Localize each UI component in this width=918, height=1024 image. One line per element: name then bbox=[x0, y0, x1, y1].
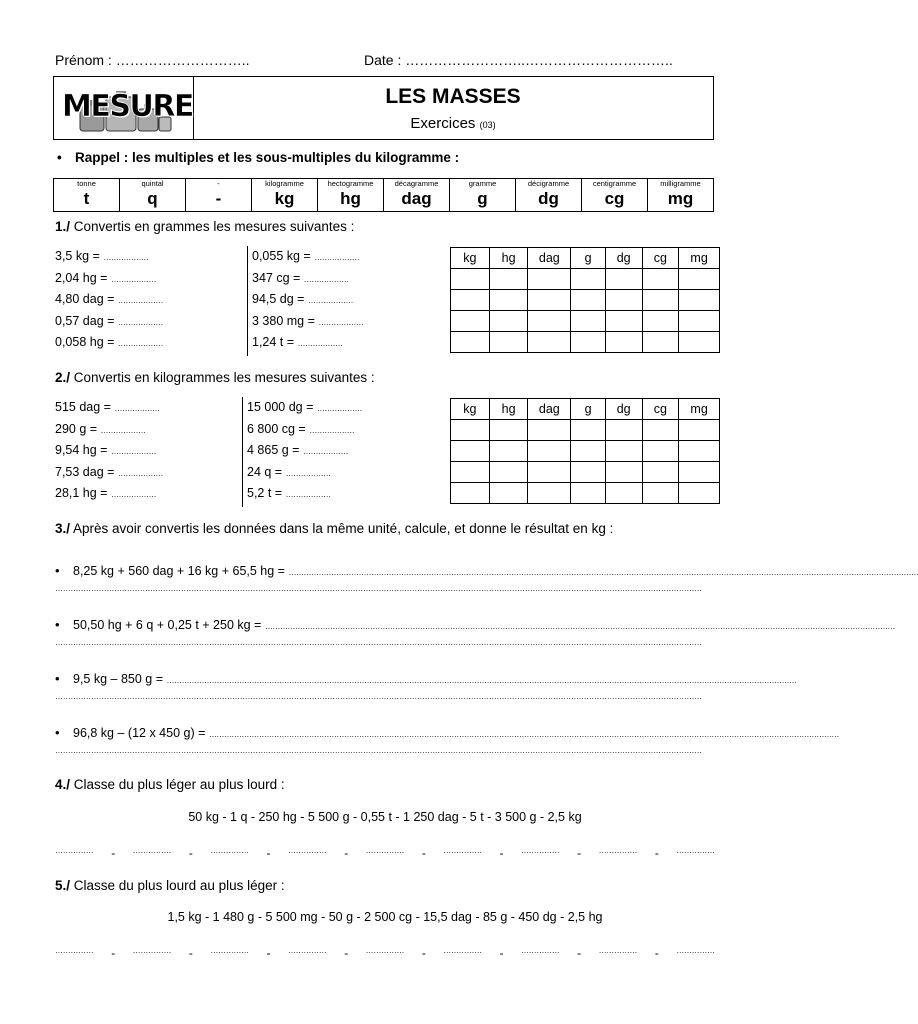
table-cell[interactable] bbox=[679, 290, 720, 311]
answer-dots[interactable]: ……………… bbox=[316, 404, 362, 413]
separator: - bbox=[344, 946, 348, 960]
conversion-label: 28,1 hg = bbox=[55, 486, 111, 500]
ex4-title: 4./ Classe du plus léger au plus lourd : bbox=[55, 777, 285, 792]
answer-dots[interactable]: ……………… bbox=[110, 490, 156, 499]
table-cell[interactable] bbox=[489, 311, 528, 332]
ex5-sequence: 1,5 kg - 1 480 g - 5 500 mg - 50 g - 2 500 cg - 15,5 dag - 85 g - 450 dg - 2,5 hg bbox=[167, 910, 603, 924]
table-cell[interactable] bbox=[642, 311, 679, 332]
table-header-cell: dg bbox=[605, 399, 642, 420]
table-cell[interactable] bbox=[571, 311, 606, 332]
unit-cell bbox=[54, 179, 120, 212]
conversion-label: 4 865 g = bbox=[247, 443, 303, 457]
calc-item bbox=[55, 561, 918, 581]
unit-name: gramme bbox=[468, 179, 497, 188]
ex4-sequence: 50 kg - 1 q - 250 hg - 5 500 g - 0,55 t - 1 250 dag - 5 t - 3 500 g - 2,5 kg bbox=[188, 810, 582, 824]
separator: - bbox=[499, 846, 504, 860]
ex1-title: 1./ Convertis en grammes les mesures suivantes : bbox=[55, 219, 355, 234]
separator: - bbox=[577, 846, 581, 860]
answer-blank[interactable]: …………… bbox=[520, 946, 560, 955]
table-cell[interactable] bbox=[571, 483, 606, 504]
unit-abbr: t bbox=[83, 189, 90, 208]
table-header-cell: hg bbox=[489, 248, 528, 269]
answer-blank[interactable]: …………… bbox=[287, 846, 327, 855]
conversion-label: 5,2 t = bbox=[247, 486, 286, 500]
table-cell[interactable] bbox=[528, 290, 571, 311]
answer-dots[interactable]: ……………… bbox=[303, 274, 349, 284]
answer-dots[interactable]: ……………… bbox=[285, 490, 331, 499]
unit-abbr: - bbox=[215, 189, 222, 208]
table-cell[interactable] bbox=[679, 483, 720, 504]
table-cell[interactable] bbox=[489, 483, 528, 504]
table-header-cell: dag bbox=[528, 399, 571, 420]
ex3-title: 3./ Après avoir convertis les données dans la même unité, calcule, et donne le résultat en kg : bbox=[55, 521, 614, 536]
conversion-label: 515 dag = bbox=[55, 400, 115, 414]
page-title: LES MASSES bbox=[385, 85, 521, 108]
table-header-cell: mg bbox=[679, 399, 720, 420]
unit-abbr: q bbox=[147, 189, 158, 208]
unit-cell bbox=[120, 179, 186, 212]
conversion-item[interactable] bbox=[252, 332, 363, 354]
conversion-item[interactable] bbox=[247, 462, 362, 484]
separator: - bbox=[654, 946, 659, 960]
unit-abbr: dag bbox=[401, 189, 432, 208]
table-header-cell: mg bbox=[679, 248, 720, 269]
table-cell[interactable] bbox=[451, 441, 490, 462]
answer-blank[interactable]: …………… bbox=[676, 946, 715, 955]
unit-cell bbox=[516, 179, 582, 212]
table-cell[interactable] bbox=[642, 462, 679, 483]
table-cell[interactable] bbox=[605, 420, 642, 441]
table-cell[interactable] bbox=[679, 311, 720, 332]
unit-name: milligramme bbox=[660, 179, 701, 188]
conversion-label: 6 800 cg = bbox=[247, 421, 310, 436]
table-cell[interactable] bbox=[571, 420, 606, 441]
table-header-cell: dag bbox=[528, 248, 571, 269]
separator: - bbox=[577, 946, 581, 960]
answer-dots[interactable]: ……………… bbox=[100, 425, 146, 435]
unit-abbr: g bbox=[477, 189, 488, 208]
conversion-item[interactable] bbox=[55, 289, 163, 311]
table-header-cell: cg bbox=[642, 399, 679, 420]
answer-blank[interactable]: …………… bbox=[55, 846, 94, 855]
answer-blank[interactable]: …………… bbox=[598, 946, 638, 955]
table-cell[interactable] bbox=[528, 311, 571, 332]
conversion-item[interactable] bbox=[247, 483, 362, 505]
table-cell[interactable] bbox=[642, 483, 679, 504]
table-row bbox=[451, 462, 720, 483]
table-header-cell: kg bbox=[451, 399, 490, 420]
table-row bbox=[451, 269, 720, 290]
conversion-item[interactable] bbox=[252, 311, 363, 333]
table-cell[interactable] bbox=[451, 332, 490, 353]
rappel-heading: • Rappel : les multiples et les sous-multiples du kilogramme : bbox=[57, 150, 460, 165]
answer-dots[interactable]: ……………… bbox=[285, 468, 331, 478]
table-header-cell: dg bbox=[605, 248, 642, 269]
calc-answer-line[interactable]: ……………………………………………………………………………………………………………………………………………………………………………………………………………………………… bbox=[55, 746, 702, 755]
conversion-item[interactable] bbox=[247, 440, 362, 462]
table-cell[interactable] bbox=[605, 332, 642, 353]
ex1-conversion-table bbox=[450, 247, 720, 353]
table-header-row bbox=[451, 399, 720, 420]
table-cell[interactable] bbox=[528, 483, 571, 504]
conversion-item[interactable] bbox=[252, 246, 363, 268]
ex4-answer-line[interactable] bbox=[55, 846, 715, 860]
table-cell[interactable] bbox=[451, 269, 490, 290]
table-cell[interactable] bbox=[489, 290, 528, 311]
unit-name: - bbox=[217, 179, 220, 188]
answer-dots[interactable]: ……………… bbox=[297, 339, 343, 348]
unit-cell bbox=[582, 179, 648, 212]
answer-dots[interactable]: ……………… bbox=[117, 296, 163, 305]
date-field[interactable]: Date : ……………………..………………………….. bbox=[364, 52, 673, 68]
table-cell[interactable] bbox=[451, 483, 490, 504]
answer-dots[interactable]: ……………… bbox=[309, 425, 355, 435]
table-row bbox=[451, 311, 720, 332]
answer-blank[interactable]: …………… bbox=[210, 846, 249, 855]
ex2-title: 2./ Convertis en kilogrammes les mesures suivantes : bbox=[55, 370, 375, 385]
conversion-label: 94,5 dg = bbox=[252, 292, 308, 306]
separator: - bbox=[111, 946, 115, 960]
calc-expression: 8,25 kg + 560 dag + 16 kg + 65,5 hg = bbox=[73, 564, 289, 578]
ex1-right-list bbox=[252, 246, 363, 354]
conversion-label: 1,24 t = bbox=[252, 335, 298, 349]
unit-name: kilogramme bbox=[265, 179, 304, 188]
calc-item bbox=[55, 723, 839, 743]
answer-dots[interactable]: ……………… bbox=[307, 296, 353, 305]
conversion-label: 2,04 hg = bbox=[55, 270, 111, 285]
calc-expression: 9,5 kg – 850 g = bbox=[73, 672, 167, 686]
conversion-item[interactable] bbox=[55, 246, 163, 268]
table-cell[interactable] bbox=[679, 420, 720, 441]
separator: - bbox=[188, 846, 193, 860]
separator: - bbox=[188, 946, 193, 960]
answer-blank[interactable]: …………… bbox=[132, 946, 172, 955]
calc-answer-line[interactable]: ……………………………………………………………………………………………………………………………………………………………………………………………………………………………… bbox=[55, 584, 702, 593]
table-cell[interactable] bbox=[528, 441, 571, 462]
answer-dots[interactable]: ……………… bbox=[117, 317, 163, 327]
unit-cell bbox=[648, 179, 714, 212]
conversion-item[interactable] bbox=[55, 332, 163, 354]
conversion-item[interactable] bbox=[247, 397, 362, 419]
unit-abbr: dg bbox=[538, 189, 559, 208]
separator: - bbox=[266, 846, 271, 860]
prenom-field[interactable]: Prénom : ……………………….. bbox=[55, 52, 250, 68]
answer-blank[interactable]: …………… bbox=[287, 946, 327, 955]
table-cell[interactable] bbox=[642, 290, 679, 311]
table-cell[interactable] bbox=[489, 332, 528, 353]
table-cell[interactable] bbox=[451, 462, 490, 483]
table-cell[interactable] bbox=[571, 441, 606, 462]
conversion-item[interactable] bbox=[252, 268, 363, 290]
table-cell[interactable] bbox=[679, 462, 720, 483]
conversion-item[interactable] bbox=[55, 462, 163, 484]
separator: - bbox=[421, 946, 426, 960]
unit-abbr: kg bbox=[274, 189, 295, 208]
answer-blank[interactable]: …………… bbox=[55, 946, 94, 955]
conversion-item[interactable] bbox=[252, 289, 363, 311]
table-cell[interactable] bbox=[489, 462, 528, 483]
unit-abbr: cg bbox=[604, 189, 625, 208]
table-cell[interactable] bbox=[642, 441, 679, 462]
calc-answer-line[interactable]: ……………………………………………………………………………………………………………………………………………………………………………………………………………………………… bbox=[55, 692, 702, 701]
answer-dots[interactable]: ……………………………………………………………………………………………………………………………………………………………………………………………………………………………… bbox=[208, 730, 839, 739]
unit-cell bbox=[450, 179, 516, 212]
table-cell[interactable] bbox=[642, 269, 679, 290]
conversion-label: 0,57 dag = bbox=[55, 313, 118, 328]
answer-dots[interactable]: ……………… bbox=[318, 317, 364, 327]
ex2-divider bbox=[242, 397, 243, 507]
unit-name: tonne bbox=[77, 179, 96, 188]
conversion-item[interactable] bbox=[55, 419, 163, 441]
conversion-label: 9,54 hg = bbox=[55, 443, 111, 457]
table-cell[interactable] bbox=[451, 290, 490, 311]
table-cell[interactable] bbox=[528, 420, 571, 441]
separator: - bbox=[654, 846, 659, 860]
conversion-item[interactable] bbox=[55, 311, 163, 333]
table-cell[interactable] bbox=[451, 311, 490, 332]
calc-answer-line[interactable]: ……………………………………………………………………………………………………………………………………………………………………………………………………………………………… bbox=[55, 638, 702, 647]
table-cell[interactable] bbox=[642, 420, 679, 441]
table-cell[interactable] bbox=[605, 311, 642, 332]
answer-blank[interactable]: …………… bbox=[443, 946, 482, 955]
table-cell[interactable] bbox=[489, 420, 528, 441]
calc-item bbox=[55, 669, 797, 689]
answer-dots[interactable]: ……………… bbox=[114, 404, 160, 413]
answer-blank[interactable]: …………… bbox=[365, 846, 405, 855]
conversion-label: 15 000 dg = bbox=[247, 400, 317, 414]
unit-cell bbox=[252, 179, 318, 212]
answer-blank[interactable]: …………… bbox=[210, 946, 249, 955]
table-cell[interactable] bbox=[571, 332, 606, 353]
answer-blank[interactable]: …………… bbox=[132, 846, 172, 855]
answer-blank[interactable]: …………… bbox=[676, 846, 715, 855]
answer-blank[interactable]: …………… bbox=[365, 946, 405, 955]
table-cell[interactable] bbox=[528, 269, 571, 290]
table-header-cell: cg bbox=[642, 248, 679, 269]
bullet: • bbox=[55, 671, 60, 686]
answer-dots[interactable]: ……………… bbox=[110, 274, 156, 284]
table-cell[interactable] bbox=[605, 462, 642, 483]
calc-expression: 96,8 kg – (12 x 450 g) = bbox=[73, 726, 209, 740]
table-row bbox=[451, 290, 720, 311]
table-row bbox=[451, 332, 720, 353]
ex1-left-list bbox=[55, 246, 163, 354]
conversion-label: 3,5 kg = bbox=[55, 249, 104, 263]
table-header-cell: g bbox=[571, 399, 606, 420]
logo-text: MESURE bbox=[62, 89, 193, 124]
answer-dots[interactable]: ……………………………………………………………………………………………………………………………………………………………………………………………………………………………… bbox=[288, 568, 918, 577]
table-header-cell: g bbox=[571, 248, 606, 269]
table-row bbox=[451, 441, 720, 462]
table-cell[interactable] bbox=[679, 441, 720, 462]
conversion-label: 7,53 dag = bbox=[55, 464, 118, 479]
page-subtitle: Exercices (03) bbox=[410, 115, 496, 132]
table-row bbox=[451, 420, 720, 441]
unit-name: centigramme bbox=[592, 179, 637, 188]
unit-name: décagramme bbox=[394, 179, 439, 188]
units-table bbox=[53, 178, 714, 212]
table-cell[interactable] bbox=[571, 462, 606, 483]
unit-cell bbox=[384, 179, 450, 212]
answer-blank[interactable]: …………… bbox=[598, 846, 638, 855]
ex3-list bbox=[55, 561, 918, 777]
answer-dots[interactable]: ……………… bbox=[314, 253, 360, 262]
table-cell[interactable] bbox=[528, 462, 571, 483]
conversion-label: 4,80 dag = bbox=[55, 292, 118, 306]
ex5-title: 5./ Classe du plus lourd au plus léger : bbox=[55, 878, 285, 893]
table-cell[interactable] bbox=[642, 332, 679, 353]
conversion-label: 0,055 kg = bbox=[252, 249, 315, 263]
answer-dots[interactable]: ……………………………………………………………………………………………………………………………………………………………………………………………………………………………… bbox=[166, 676, 797, 685]
bullet: • bbox=[55, 725, 60, 740]
calc-item bbox=[55, 615, 895, 635]
answer-dots[interactable]: ……………… bbox=[117, 339, 163, 348]
conversion-label: 290 g = bbox=[55, 421, 101, 436]
conversion-label: 0,058 hg = bbox=[55, 335, 118, 349]
table-cell[interactable] bbox=[528, 332, 571, 353]
table-cell[interactable] bbox=[679, 332, 720, 353]
ex5-answer-line[interactable] bbox=[55, 946, 715, 960]
conversion-item[interactable] bbox=[55, 440, 163, 462]
ex2-right-list bbox=[247, 397, 362, 505]
unit-name: décigramme bbox=[527, 179, 570, 188]
separator: - bbox=[344, 846, 348, 860]
header-box bbox=[53, 76, 714, 140]
conversion-item[interactable] bbox=[55, 397, 163, 419]
table-cell[interactable] bbox=[605, 269, 642, 290]
table-header-row bbox=[451, 248, 720, 269]
unit-abbr: mg bbox=[667, 189, 694, 208]
conversion-item[interactable] bbox=[247, 419, 362, 441]
bullet: • bbox=[55, 563, 60, 578]
table-header-cell: hg bbox=[489, 399, 528, 420]
unit-cell bbox=[186, 179, 252, 212]
conversion-item[interactable] bbox=[55, 483, 163, 505]
name-date-line bbox=[55, 52, 715, 72]
table-cell[interactable] bbox=[489, 269, 528, 290]
conversion-item[interactable] bbox=[55, 268, 163, 290]
answer-dots[interactable]: ……………………………………………………………………………………………………………………………………………………………………………………………………………………………… bbox=[264, 622, 895, 631]
table-cell[interactable] bbox=[571, 290, 606, 311]
table-cell[interactable] bbox=[571, 269, 606, 290]
table-header-cell: kg bbox=[451, 248, 490, 269]
answer-dots[interactable]: ……………… bbox=[103, 253, 149, 262]
table-cell[interactable] bbox=[489, 441, 528, 462]
answer-dots[interactable]: ……………… bbox=[302, 447, 348, 456]
unit-name: quintal bbox=[141, 179, 164, 188]
unit-abbr: hg bbox=[340, 189, 361, 208]
conversion-label: 24 q = bbox=[247, 464, 286, 479]
table-cell[interactable] bbox=[605, 290, 642, 311]
answer-blank[interactable]: …………… bbox=[443, 846, 482, 855]
unit-cell bbox=[318, 179, 384, 212]
conversion-label: 347 cg = bbox=[252, 270, 304, 285]
separator: - bbox=[111, 846, 115, 860]
table-cell[interactable] bbox=[679, 269, 720, 290]
conversion-label: 3 380 mg = bbox=[252, 313, 319, 328]
ex1-divider bbox=[247, 246, 248, 356]
answer-blank[interactable]: …………… bbox=[520, 846, 560, 855]
answer-dots[interactable]: ……………… bbox=[117, 468, 163, 478]
logo-cell bbox=[54, 77, 194, 139]
table-cell[interactable] bbox=[451, 420, 490, 441]
separator: - bbox=[499, 946, 504, 960]
answer-dots[interactable]: ……………… bbox=[110, 447, 156, 456]
separator: - bbox=[266, 946, 271, 960]
ex2-conversion-table bbox=[450, 398, 720, 504]
separator: - bbox=[421, 846, 426, 860]
table-row bbox=[451, 483, 720, 504]
table-cell[interactable] bbox=[605, 483, 642, 504]
bullet: • bbox=[55, 617, 60, 632]
ex2-left-list bbox=[55, 397, 163, 505]
calc-expression: 50,50 hg + 6 q + 0,25 t + 250 kg = bbox=[73, 618, 265, 632]
table-cell[interactable] bbox=[605, 441, 642, 462]
unit-name: hectogramme bbox=[327, 179, 374, 188]
